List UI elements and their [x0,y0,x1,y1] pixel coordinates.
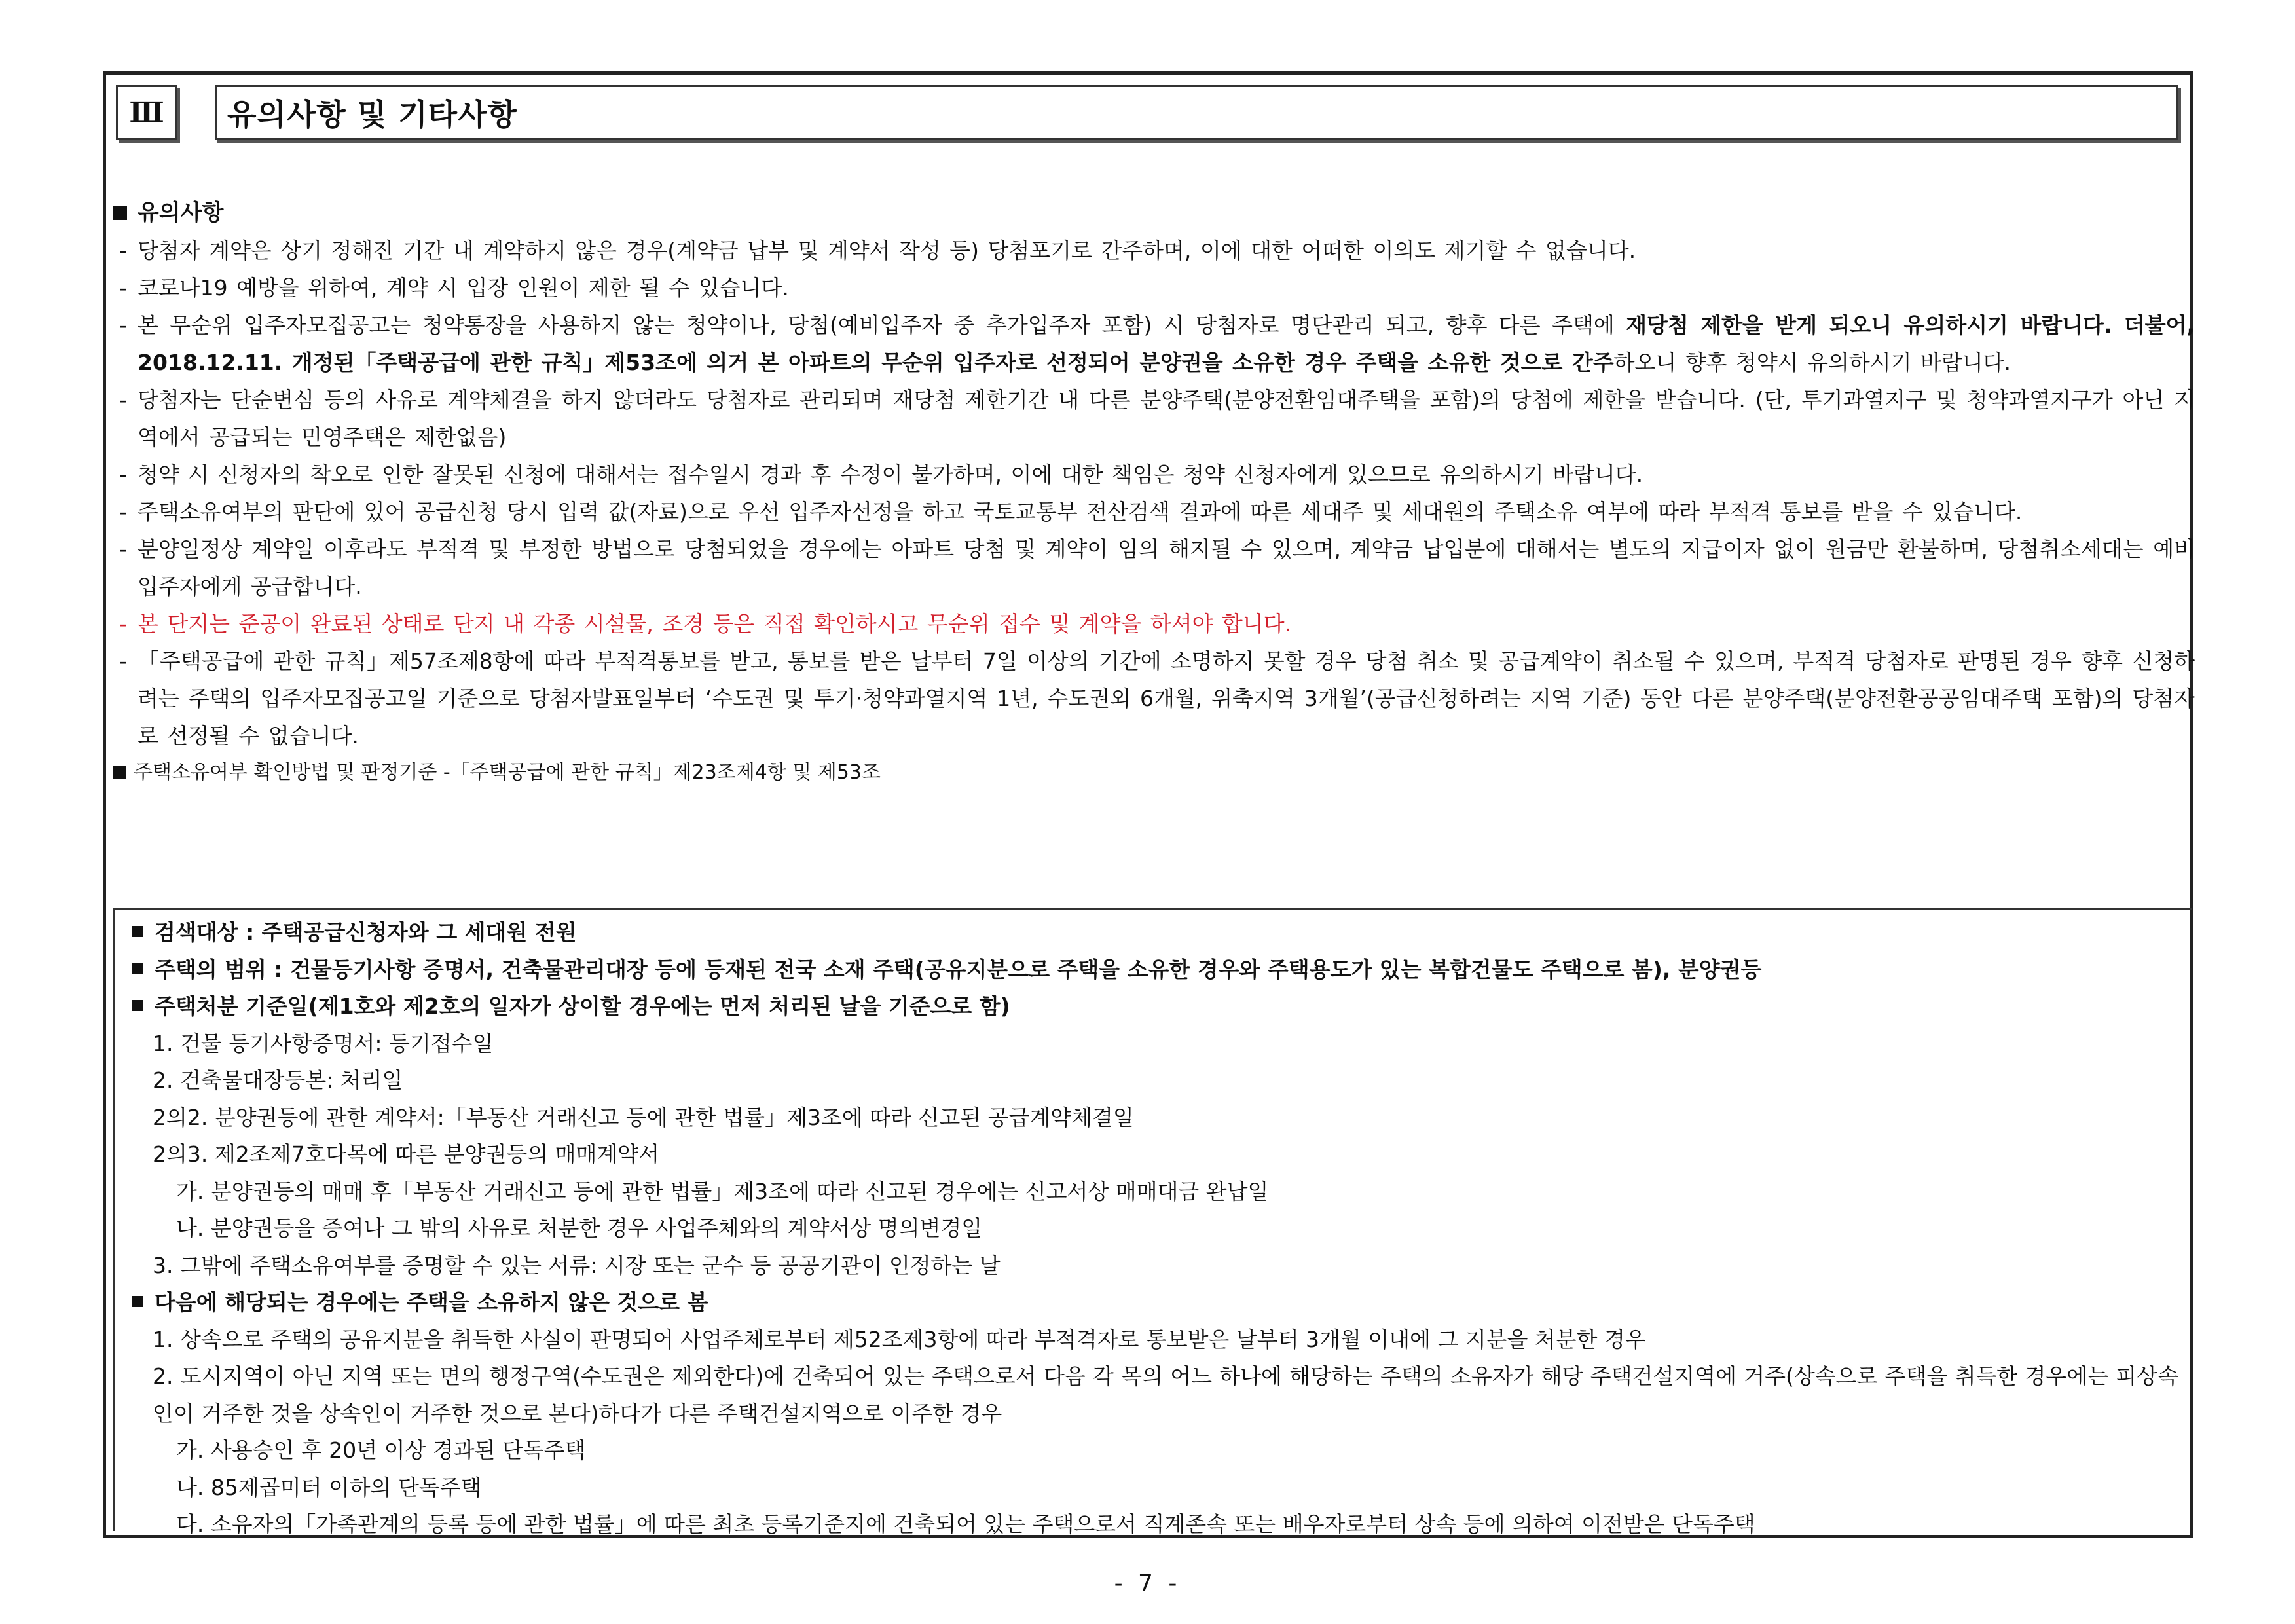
criteria-bullet: 주택의 범위 : 건물등기사항 증명서, 건축물관리대장 등에 등재된 전국 소재 주택(공유지분으로 주택을 소유한 경우와 주택용도가 있는 복합건물도 주택으로 봄), 분양권등 [115,951,2192,989]
criteria-line: 3. 그밖에 주택소유여부를 증명할 수 있는 서류: 시장 또는 군수 등 공공기관이 인정하는 날 [153,1252,1001,1278]
criteria-line: 1. 상속으로 주택의 공유지분을 취득한 사실이 판명되어 사업주체로부터 제52조제3항에 따라 부적격자로 통보받은 날부터 3개월 이내에 그 지분을 처분한 경우 [153,1326,1646,1352]
note-item: - 코로나19 예방을 위하여, 계약 시 입장 인원이 제한 될 수 있습니다. [119,275,789,301]
square-bullet-icon [132,1296,143,1307]
criteria-line: 2의2. 분양권등에 관한 계약서:「부동산 거래신고 등에 관한 법률」제3조에 따라 신고된 공급계약체결일 [153,1104,1134,1130]
criteria-line: 1. 건물 등기사항증명서: 등기접수일 [153,1030,494,1056]
criteria-subline: 나. 분양권등을 증여나 그 밖의 사유로 처분한 경우 사업주체와의 계약서상 명의변경일 [176,1215,983,1241]
section-title: 유의사항 및 기타사항 [215,85,2178,140]
criteria-line: 2의3. 제2조제7호다목에 따른 분양권등의 매매계약서 [153,1141,659,1167]
note-item: - 당첨자 계약은 상기 정해진 기간 내 계약하지 않은 경우(계약금 납부 및 계약서 작성 등) 당첨포기로 간주하며, 이에 대한 어떠한 이의도 제기할 수 없습니다. [119,238,1636,263]
note-item: - 주택소유여부의 판단에 있어 공급신청 당시 입력 값(자료)으로 우선 입주자선정을 하고 국토교통부 전산검색 결과에 따른 세대주 및 세대원의 주택소유 여부에 따라 부적격 통보를 받을 수 있습니다. [119,499,2023,525]
criteria-subline: 나. 85제곱미터 이하의 단독주택 [176,1474,482,1500]
criteria-bullet: 다음에 해당되는 경우에는 주택을 소유하지 않은 것으로 봄 [115,1284,2192,1321]
criteria-line: 2. 건축물대장등본: 처리일 [153,1067,403,1093]
note-item: - 당첨자는 단순변심 등의 사유로 계약체결을 하지 않더라도 당첨자로 관리되며 재당첨 제한기간 내 다른 분양주택(분양전환임대주택을 포함)의 당첨에 제한을 받습니다. (단, 투기과열지구 및 청약과열지구가 아닌 지역에서 공급되는 민영주택은 제한없음) [119,387,2195,450]
square-bullet-icon [132,1000,143,1011]
notes-heading: 유의사항 [113,194,2195,232]
square-bullet-icon [132,926,143,937]
criteria-bullet: 주택처분 기준일(제1호와 제2호의 일자가 상이할 경우에는 먼저 처리된 날을 기준으로 함) [115,988,2192,1025]
ownership-criteria-box [113,908,2192,1537]
ownership-heading: 주택소유여부 확인방법 및 판정기준 -「주택공급에 관한 규칙」제23조제4항 및 제53조 [113,754,2195,791]
page-number: - 7 - [1114,1570,1181,1597]
note-item: - 「주택공급에 관한 규칙」제57조제8항에 따라 부적격통보를 받고, 통보를 받은 날부터 7일 이상의 기간에 소명하지 못할 경우 당첨 취소 및 공급계약이 취소될 수 있으며, 부적격 당첨자로 판명된 경우 향후 신청하려는 주택의 입주자모집공고일 기준으로 당첨자발표일부터 ‘수도권 및 투기·청약과열지역 1년, 수도권외 6개월, 위축지역 3개월’(공급신청하려는 지역 기준) 동안 다른 분양주택(분양전환공공임대주택 포함)의 당첨자로 선정될 수 없습니다. [119,648,2195,748]
square-bullet-icon [113,206,127,220]
criteria-bullet: 검색대상 : 주택공급신청자와 그 세대원 전원 [115,914,2192,951]
emphasis-text: 재당첨 제한을 받게 되오니 유의하시기 바랍니다. 더불어, 2018.12.11. 개정된「주택공급에 관한 규칙」제53조에 의거 본 아파트의 무순위 입주자로 선정되어 분양권을 소유한 경우 주택을 소유한 것으로 간주 [138,312,2195,375]
notes-section [113,194,2195,791]
note-item: - 본 무순위 입주자모집공고는 청약통장을 사용하지 않는 청약이나, 당첨(예비입주자 중 추가입주자 포함) 시 당첨자로 명단관리 되고, 향후 다른 주택에 재당첨 제한을 받게 되오니 유의하시기 바랍니다. 더불어, 2018.12.11. 개정된「주택공급에 관한 규칙」제53조에 의거 본 아파트의 무순위 입주자로 선정되어 분양권을 소유한 경우 주택을 소유한 것으로 간주하오니 향후 청약시 유의하시기 바랍니다. [119,312,2195,375]
criteria-subline: 가. 사용승인 후 20년 이상 경과된 단독주택 [176,1437,586,1463]
square-bullet-icon [113,766,126,779]
square-bullet-icon [132,963,143,974]
note-item: - 분양일정상 계약일 이후라도 부적격 및 부정한 방법으로 당첨되었을 경우에는 아파트 당첨 및 계약이 임의 해지될 수 있으며, 계약금 납입분에 대해서는 별도의 지급이자 없이 원금만 환불하며, 당첨취소세대는 예비입주자에게 공급합니다. [119,536,2195,599]
note-item: - 청약 시 신청자의 착오로 인한 잘못된 신청에 대해서는 접수일시 경과 후 수정이 불가하며, 이에 대한 책임은 청약 신청자에게 있으므로 유의하시기 바랍니다. [119,462,1643,487]
criteria-subline: 다. 소유자의「가족관계의 등록 등에 관한 법률」에 따른 최초 등록기준지에 건축되어 있는 주택으로서 직계존속 또는 배우자로부터 상속 등에 의하여 이전받은 단독주택 [176,1511,1755,1537]
criteria-subline: 가. 분양권등의 매매 후「부동산 거래신고 등에 관한 법률」제3조에 따라 신고된 경우에는 신고서상 매매대금 완납일 [176,1178,1269,1204]
section-number: Ⅲ [116,85,177,140]
note-item-highlighted: - 본 단지는 준공이 완료된 상태로 단지 내 각종 시설물, 조경 등은 직접 확인하시고 무순위 접수 및 계약을 하셔야 합니다. [119,611,1292,637]
criteria-line: 2. 도시지역이 아닌 지역 또는 면의 행정구역(수도권은 제외한다)에 건축되어 있는 주택으로서 다음 각 목의 어느 하나에 해당하는 주택의 소유자가 해당 주택건설지역에 거주(상속으로 주택을 취득한 경우에는 피상속인이 거주한 것을 상속인이 거주한 것으로 본다)하다가 다른 주택건설지역으로 이주한 경우 [153,1363,2178,1426]
